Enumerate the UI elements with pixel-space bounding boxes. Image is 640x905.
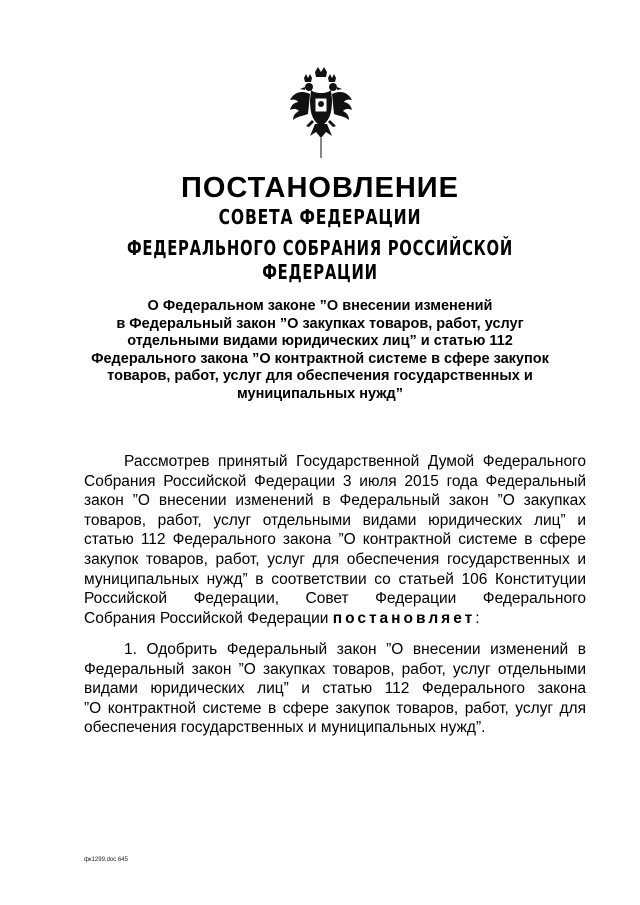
resolution-verb: постановляет [332,609,476,627]
body-line: закупок товаров, работ, услуг для обеспечения государственных и [84,550,586,568]
subject-line: в Федеральный закон ”О закупках товаров, работ, услуг [116,315,524,332]
subject-line: муниципальных нужд” [236,385,403,402]
subject-line: товаров, работ, услуг для обеспечения государственных и [107,368,533,384]
body-line: Российской Федерации, Совет Федерации Федерального [84,590,586,608]
body-line: Рассмотрев принятый Государственной Думой Федерального [124,453,586,470]
body-line: товаров, работ, услуг отдельными видами юридических лиц” и [84,511,586,529]
document-title: ПОСТАНОВЛЕНИЕ [181,172,459,204]
body-line: 1. Одобрить Федеральный закон ”О внесении изменений в [124,641,586,658]
body-paragraph-2 [84,640,586,738]
body-line: Собрания Российской Федерации 3 июля 2015 года Федеральный [84,472,586,490]
document-subtitle-line2: ФЕДЕРАЛЬНОГО СОБРАНИЯ РОССИЙСКОЙ ФЕДЕРАЦИИ [127,236,513,284]
body-text: Собрания Российской Федерации [84,609,329,627]
body-line: муниципальных нужд” в соответствии со статьей 106 Конституции [84,570,586,588]
body-line: ”О контрактной системе в сфере закупок товаров, работ, услуг для [84,699,586,717]
coat-of-arms-icon [288,66,354,160]
body-text: : [475,609,480,627]
body-line: обеспечения государственных и муниципальных нужд”. [84,719,486,737]
subject-line: отдельными видами юридических лиц” и статью 112 [127,333,513,349]
body-paragraph-1 [84,452,586,628]
body-line: видами юридических лиц” и статью 112 Федерального закона [84,680,586,698]
body-line-final [84,609,586,629]
subject-line: Федерального закона ”О контрактной системе в сфере закупок [91,350,549,367]
document-subject [70,298,570,403]
subject-line: О Федеральном законе ”О внесении изменений [147,298,493,314]
body-line: Федеральный закон ”О закупках товаров, работ, услуг отдельными [84,660,586,678]
file-code: фк1299.doc 645 [84,857,128,863]
body-line: закон ”О внесении изменений в Федеральный закон ”О закупках [84,492,586,510]
body-line: статью 112 Федерального закона ”О контрактной системе в сфере [84,531,586,549]
document-subtitle-line1: СОВЕТА ФЕДЕРАЦИИ [218,205,422,229]
